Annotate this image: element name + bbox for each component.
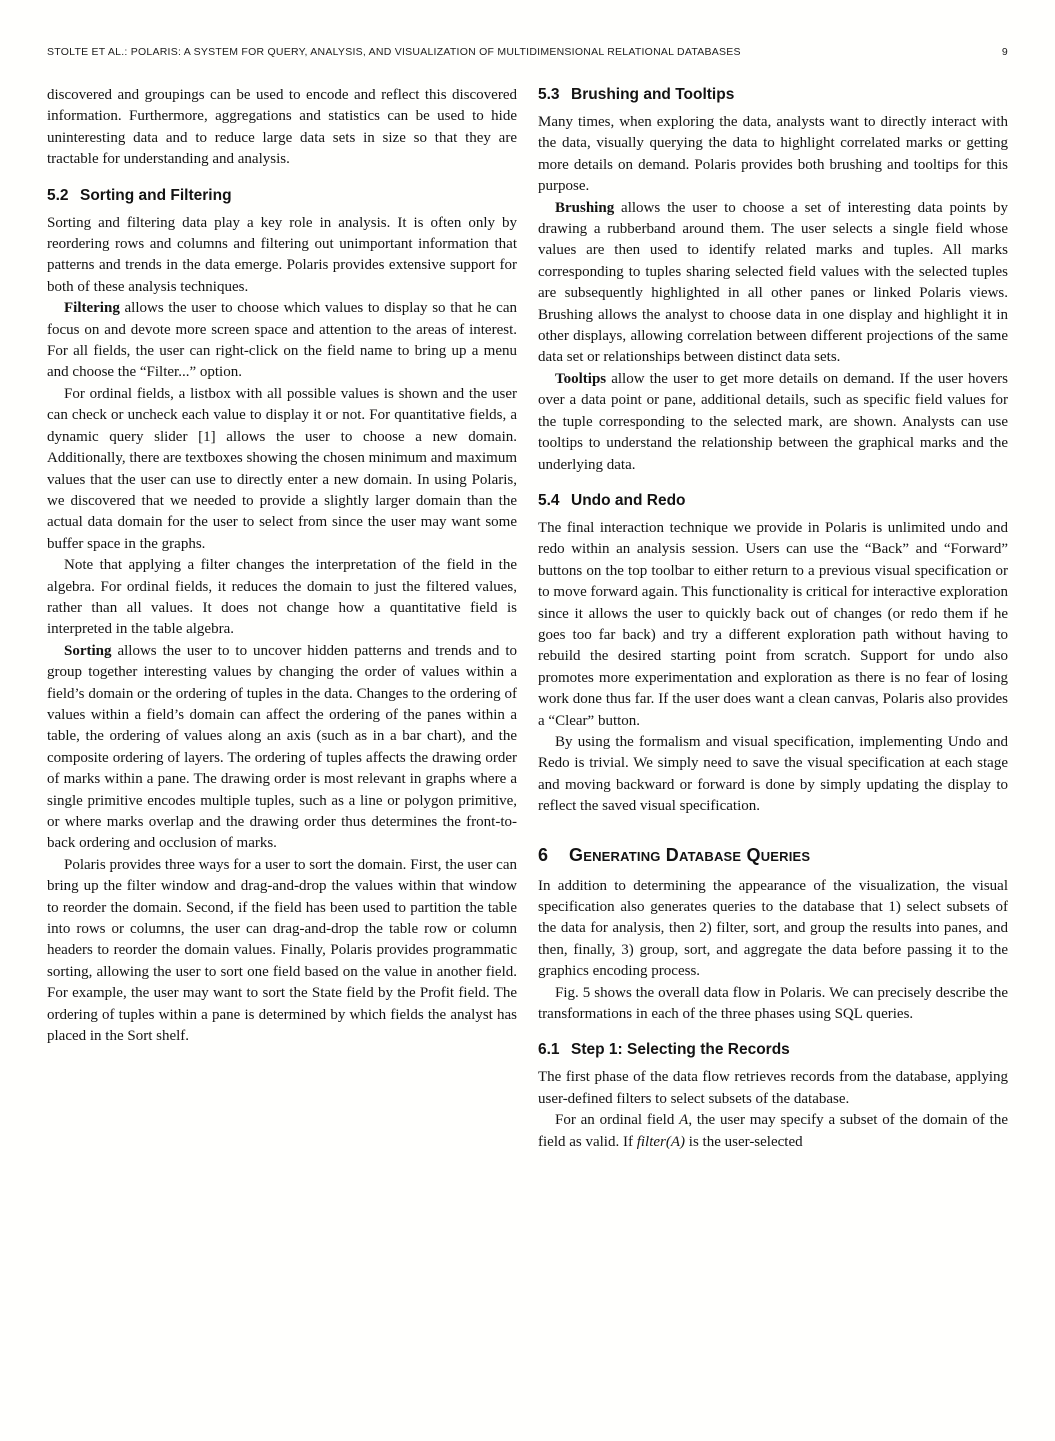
paragraph-tooltips <box>538 369 1008 476</box>
paragraph: The first phase of the data flow retrieves records from the database, applying user-defined filters to select subsets of the database. <box>538 1069 1008 1107</box>
paragraph-text: , the user may specify a subset of the domain of the field as valid. If <box>538 1112 1008 1150</box>
math-var-A: A <box>679 1112 689 1129</box>
paragraph-text: allows the user to choose a set of interesting data points by drawing a rubberband around them. The user selects a single field whose values are then used to identify related marks and tuples. All marks corresponding to tuples sharing selected field values with the selected tuples are subsequently highlighted in all other panes or linked Polaris views. Brushing allows the analyst to choose data in one display and highlight it in other displays, allowing correlation between different projections of the same data set or relationships between distinct data sets. <box>538 199 1008 366</box>
paragraph: Many times, when exploring the data, analysts want to directly interact with the data, visually querying the data to highlight correlated marks or getting more details on demand. Polaris provides both brushing and tooltips for this purpose. <box>538 114 1008 195</box>
section-title: Brushing and Tooltips <box>571 86 735 103</box>
section-number: 6.1 <box>538 1041 560 1059</box>
math-filter-A: filter(A) <box>636 1133 686 1150</box>
left-column <box>47 85 517 1153</box>
section-5-4-heading <box>538 491 1008 510</box>
two-column-body <box>47 85 1008 1153</box>
section-5-3-heading <box>538 85 1008 104</box>
section-title: Generating Database Queries <box>569 844 811 865</box>
paragraph-brushing <box>538 198 1008 369</box>
paragraph-text: allow the user to get more details on demand. If the user hovers over a data point or pane, additional details, such as specific field values for the tuple corresponding to the selected mark, are shown. Analysts can use tooltips to understand the relationship between the graphical marks and the underlying data. <box>538 370 1008 473</box>
paragraph: In addition to determining the appearance of the visualization, the visual specification also generates queries to the database that 1) select subsets of the data for analysis, then 2) filter, sort, and group the results into panes, and then, finally, 3) group, sort, and aggregate the data before passing it to the graphics encoding process. <box>538 877 1008 980</box>
lead-word-filtering: Filtering <box>64 300 120 317</box>
paragraph: The final interaction technique we provide in Polaris is unlimited undo and redo within an analysis session. Users can use the “Back” and “Forward” buttons on the top toolbar to either return to a previous visual specification or to move forward again. This functionality is critical for interactive exploration since it allows the user to quickly back out of changes (or redo them if he goes too far back) and try a different exploration path without having to rebuild the desired starting point from scratch. Support for undo also promotes more experimentation and exploration as there is no fear of losing work done thus far. If the user does want a clean canvas, Polaris also provides a “Clear” button. <box>538 519 1008 729</box>
paragraph-ordinal-field <box>538 1110 1008 1153</box>
lead-word-tooltips: Tooltips <box>555 370 607 387</box>
section-6-heading <box>538 844 1008 866</box>
paragraph-sorting <box>47 641 517 855</box>
running-title: STOLTE ET AL.: POLARIS: A SYSTEM FOR QUERY, ANALYSIS, AND VISUALIZATION OF MULTIDIMENSIONAL RELATIONAL DATABASES <box>47 46 741 58</box>
section-number: 6 <box>538 844 549 865</box>
right-column <box>538 85 1008 1153</box>
paragraph-text: is the user-selected <box>685 1133 803 1150</box>
section-6-1-heading <box>538 1040 1008 1059</box>
paragraph: By using the formalism and visual specification, implementing Undo and Redo is trivial. We simply need to save the visual specification at each stage and moving backward or forward is done by simply updating the display to reflect the saved visual specification. <box>538 733 1008 815</box>
lead-word-sorting: Sorting <box>64 642 112 659</box>
section-title: Sorting and Filtering <box>80 186 232 204</box>
paragraph: Sorting and filtering data play a key role in analysis. It is often only by reordering rows and columns and filtering out unimportant information that patterns and trends in the data emerge. Polaris provides extensive support for both of these analysis techniques. <box>47 214 517 295</box>
paragraph: For ordinal fields, a listbox with all possible values is shown and the user can check or uncheck each value to display it or not. For quantitative fields, a dynamic query slider [1] allows the user to choose a new domain. Additionally, there are textboxes showing the chosen minimum and maximum values that the user can use to directly enter a new domain. In using Polaris, we discovered that we needed to provide a slightly larger domain than the actual data domain for the user to select from since the user may want some buffer space in the graphs. <box>47 385 517 552</box>
section-title: Undo and Redo <box>571 491 686 509</box>
paragraph: Polaris provides three ways for a user to sort the domain. First, the user can bring up the filter window and drag-and-drop the values within that window to reorder the domain. Second, if the field has been used to partition the table into rows or columns, the user can drag-and-drop the table row or column headers to reorder the domain values. Finally, Polaris provides programmatic sorting, allowing the user to sort one field based on the value in another field. For example, the user may want to sort the State field by the Profit field. The ordering of tuples within a pane is determined by which fields the analyst has placed in the Sort shelf. <box>47 856 517 1045</box>
paragraph-text: For an ordinal field <box>555 1112 680 1129</box>
paragraph-filtering <box>47 298 517 384</box>
paragraph-text: allows the user to to uncover hidden patterns and trends and to group together interesting values by changing the order of values within a field’s domain or the ordering of tuples in the data. Changes to the ordering of values within a field’s domain can affect the ordering of the panes within a table, the ordering of values along an axis (such as in a bar chart), and the composite ordering of layers. The ordering of tuples affects the drawing order of marks within a pane. The drawing order is most relevant in graphs where a single primitive encodes multiple tuples, such as a line or polygon primitive, or where marks overlap and the drawing order thus determines the front-to-back ordering and occlusion of marks. <box>47 642 517 852</box>
section-5-2-heading <box>47 186 517 205</box>
section-number: 5.4 <box>538 491 560 509</box>
paragraph-continuation: discovered and groupings can be used to encode and reflect this discovered information. Furthermore, aggregations and statistics can be used to hide uninteresting data and to reduce large data sets in size so that they are tractable for understanding and analysis. <box>47 87 517 168</box>
section-number: 5.2 <box>47 186 69 204</box>
paragraph: Fig. 5 shows the overall data flow in Polaris. We can precisely describe the transformations in each of the three phases using SQL queries. <box>538 984 1008 1023</box>
lead-word-brushing: Brushing <box>555 199 615 216</box>
running-head <box>47 46 1008 58</box>
paragraph-text: allows the user to choose which values to display so that he can focus on and devote more screen space and attention to the areas of interest. For all fields, the user can right-click on the field name to bring up a menu and choose the “Filter...” option. <box>47 300 517 381</box>
section-number: 5.3 <box>538 86 560 103</box>
section-title: Step 1: Selecting the Records <box>571 1041 790 1059</box>
page-number: 9 <box>1001 46 1008 58</box>
paragraph: Note that applying a filter changes the interpretation of the field in the algebra. For ordinal fields, it reduces the domain to just the filtered values, rather than all values. It does not change how a quantitative field is interpreted in the table algebra. <box>47 557 517 638</box>
